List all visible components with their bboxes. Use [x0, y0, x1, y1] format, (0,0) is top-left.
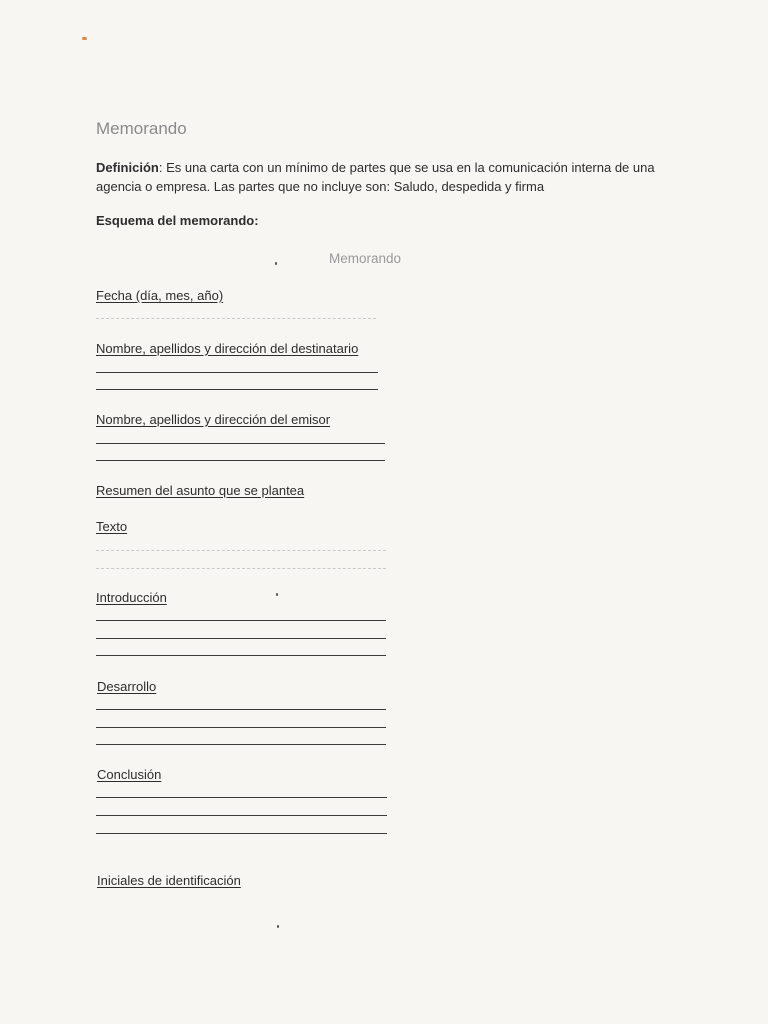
definition-paragraph — [96, 158, 656, 196]
blank-line — [96, 620, 386, 621]
blank-line — [96, 372, 378, 373]
introduction-field-label: Introducción — [96, 590, 167, 605]
blank-line — [96, 815, 387, 816]
initials-field-label: Iniciales de identificación — [97, 873, 241, 888]
memo-title: Memorando — [329, 251, 402, 266]
scan-speck — [82, 37, 87, 40]
document-title: Memorando — [96, 119, 187, 138]
blank-line — [96, 833, 387, 834]
blank-line — [96, 389, 378, 390]
sender-field-label: Nombre, apellidos y dirección del emisor — [96, 412, 331, 427]
conclusion-field-label: Conclusión — [97, 767, 162, 782]
development-field-label: Desarrollo — [97, 679, 157, 694]
definition-label: Definición — [96, 160, 159, 175]
faint-blank-line — [96, 550, 386, 551]
scan-speck — [276, 593, 278, 596]
blank-line — [96, 744, 386, 745]
definition-text: : Es una carta con un mínimo de partes que se usa en la comunicación interna de una agencia o empresa. Las partes que no incluye son: Saludo, despedida y firma — [96, 160, 655, 194]
faint-blank-line — [96, 318, 376, 319]
date-field-label: Fecha (día, mes, año) — [96, 288, 224, 303]
scan-speck — [275, 262, 277, 265]
blank-line — [96, 443, 385, 444]
blank-line — [96, 709, 386, 710]
blank-line — [96, 460, 385, 461]
faint-blank-line — [96, 568, 386, 569]
summary-field-label: Resumen del asunto que se plantea — [96, 483, 305, 498]
blank-line — [96, 727, 386, 728]
scan-speck — [277, 925, 279, 928]
recipient-field-label: Nombre, apellidos y dirección del destinatario — [96, 341, 359, 356]
blank-line — [96, 638, 386, 639]
text-field-label: Texto — [96, 519, 128, 534]
blank-line — [96, 797, 387, 798]
blank-line — [96, 655, 386, 656]
scheme-heading: Esquema del memorando: — [96, 213, 259, 228]
